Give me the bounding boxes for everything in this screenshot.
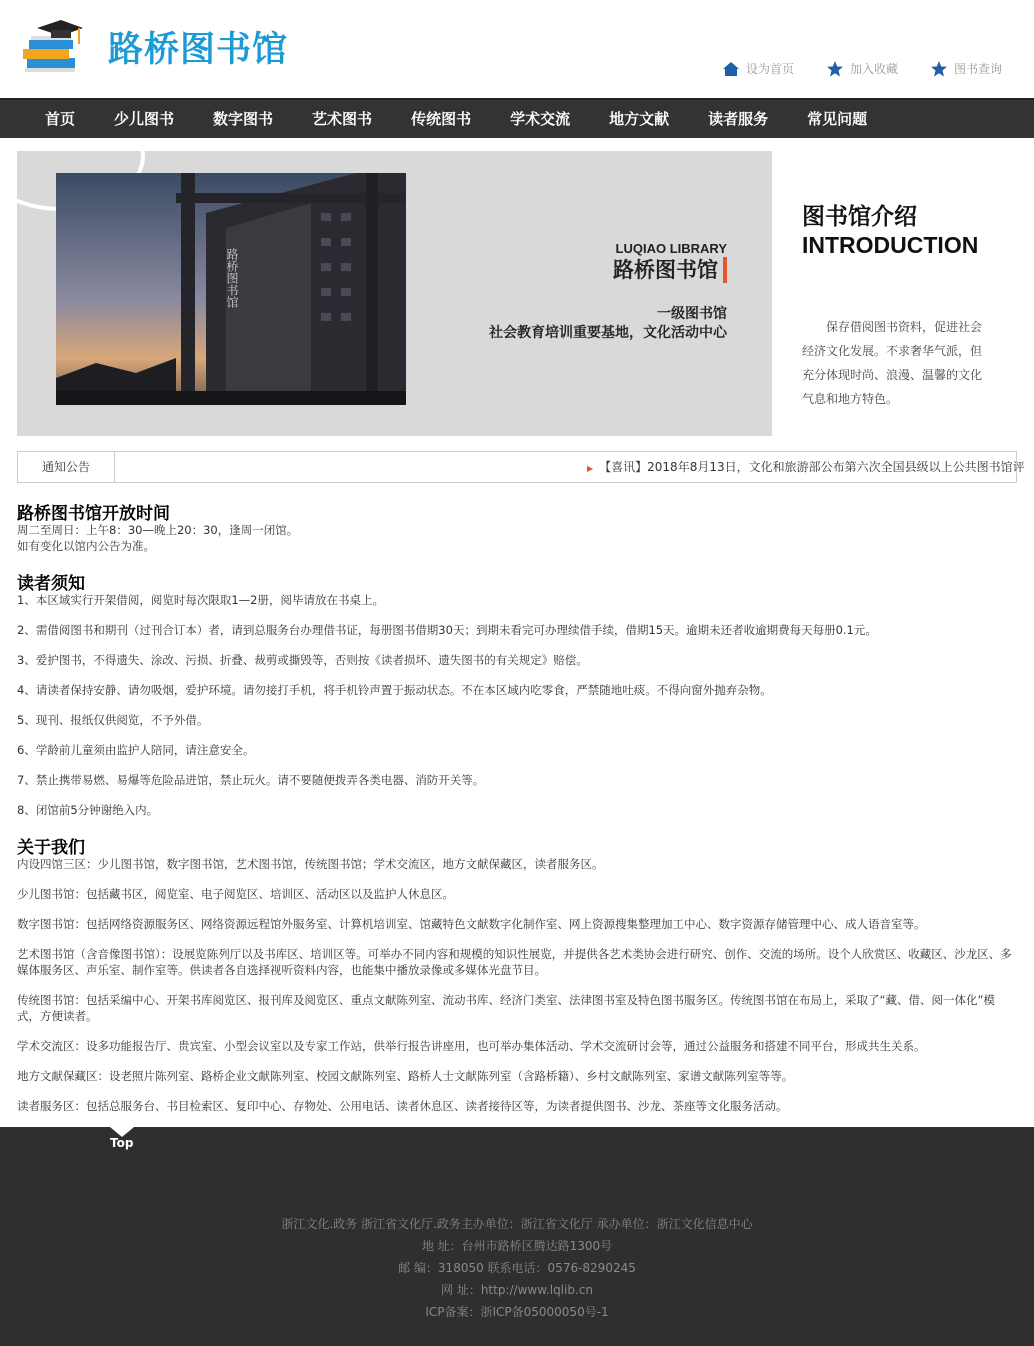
rules-title: 读者须知 (17, 574, 85, 594)
star-icon (826, 61, 844, 77)
intro-title: 图书馆介绍 (802, 204, 917, 230)
about-item: 传统图书馆：包括采编中心、开架书库阅览区、报刊库及阅览区、重点文献陈列室、流动书库、经济门类室、法律图书室及特色图书服务区。传统图书馆在布局上，采取了“藏、借、阅一体化”模式，方便读者。 (17, 993, 995, 1023)
library-building-photo (56, 173, 406, 405)
notice-label: 通知公告 (18, 452, 115, 482)
intro-text: 保存借阅图书资料，促进社会经济文化发展。不求奢华气派，但充分体现时尚、浪漫、温馨的文化气息和地方特色。 (802, 320, 983, 406)
footer-line: 网 址：http://www.lqlib.cn (441, 1283, 593, 1297)
main-nav (0, 98, 1034, 138)
book-search-link[interactable] (930, 60, 1002, 77)
site-footer (0, 1127, 1034, 1346)
banner-english-name: LUQIAO LIBRARY (615, 241, 727, 256)
footer-line: 邮 编：318050 联系电话：0576-8290245 (398, 1261, 636, 1275)
hours-line: 如有变化以馆内公告为准。 (17, 539, 155, 553)
about-item: 地方文献保藏区：设老照片陈列室、路桥企业文献陈列室、校园文献陈列室、路桥人士文献陈列室（含路桥籍）、乡村文献陈列室、家谱文献陈列室等等。 (17, 1069, 794, 1083)
about-item: 艺术图书馆（含音像图书馆）：设展览陈列厅以及书库区、培训区等。可举办不同内容和规模的知识性展览，并提供各艺术类协会进行研究、创作、交流的场所。设个人欣赏区、收藏区、沙龙区、多媒体服务区、声乐室、制作室等。供读者各自选择视听资料内容，也能集中播放录像或多媒体光盘节目。 (17, 947, 1012, 977)
about-item: 读者服务区：包括总服务台、书目检索区、复印中心、存物处、公用电话、读者休息区、读者接待区等，为读者提供图书、沙龙、茶座等文化服务活动。 (17, 1099, 788, 1113)
rule-item: 5、现刊、报纸仅供阅览，不予外借。 (17, 713, 209, 727)
hours-line: 周二至周日：上午8：30—晚上20：30，逢周一闭馆。 (17, 523, 299, 537)
book-search-label: 图书查询 (953, 62, 1002, 76)
rule-item: 7、禁止携带易燃、易爆等危险品进馆，禁止玩火。请不要随便拨弄各类电器、消防开关等。 (17, 773, 485, 787)
set-homepage-link[interactable] (722, 60, 794, 77)
site-header (0, 0, 1034, 98)
banner-slogan: 社会教育培训重要基地，文化活动中心 (489, 325, 727, 341)
rule-item: 6、学龄前儿童须由监护人陪同，请注意安全。 (17, 743, 255, 757)
add-favorite-link[interactable] (826, 60, 898, 77)
rule-item: 4、请读者保持安静、请勿吸烟，爱护环境。请勿接打手机，将手机铃声置于振动状态。不在本区域内吃零食，严禁随地吐痰。不得向窗外抛弃杂物。 (17, 683, 772, 697)
rule-item: 3、爱护图书，不得遗失、涂改、污损、折叠、裁剪或撕毁等，否则按《读者损坏、遗失图书的有关规定》赔偿。 (17, 653, 588, 667)
rule-item: 8、闭馆前5分钟谢绝入内。 (17, 803, 159, 817)
notice-message[interactable] (587, 452, 1025, 484)
about-item: 内设四馆三区：少儿图书馆，数字图书馆，艺术图书馆，传统图书馆；学术交流区，地方文献保藏区，读者服务区。 (17, 857, 604, 871)
hero-banner (17, 151, 772, 436)
arrow-right-icon: ▶ (587, 464, 594, 473)
footer-line: 浙江文化.政务 浙江省文化厅.政务主办单位：浙江省文化厅 承办单位：浙江文化信息中心 (281, 1217, 753, 1231)
nav-item-local-literature[interactable]: 地方文献 (609, 110, 670, 128)
nav-item-academic-exchange[interactable]: 学术交流 (510, 110, 571, 128)
notice-bar (17, 451, 1025, 483)
back-to-top-link[interactable]: Top (110, 1136, 134, 1150)
footer-line: ICP备案：浙ICP备05000050号-1 (425, 1305, 609, 1319)
notice-message-text: 【喜讯】2018年8月13日，文化和旅游部公布第六次全国县级以上公共图书馆评 (599, 460, 1025, 474)
banner-chinese-name: 路桥图书馆 (613, 257, 727, 283)
nav-item-home[interactable]: 首页 (45, 110, 76, 128)
nav-item-faq[interactable]: 常见问题 (807, 110, 868, 128)
building-sign-text: 路桥图书馆 (225, 248, 239, 308)
banner-level: 一级图书馆 (657, 306, 727, 322)
site-title: 路桥图书馆 (108, 30, 289, 70)
star-icon (930, 61, 948, 77)
set-homepage-label: 设为首页 (745, 62, 794, 76)
rule-item: 1、本区域实行开架借阅，阅览时每次限取1—2册，阅毕请放在书桌上。 (17, 593, 384, 607)
footer-line: 地 址：台州市路桥区腾达路1300号 (421, 1239, 613, 1253)
nav-item-art-books[interactable]: 艺术图书 (312, 110, 373, 128)
hours-title: 路桥图书馆开放时间 (17, 504, 170, 524)
about-item: 少儿图书馆：包括藏书区，阅览室、电子阅览区、培训区、活动区以及监护人休息区。 (17, 887, 454, 901)
home-icon (722, 61, 740, 77)
nav-item-digital-books[interactable]: 数字图书 (213, 110, 274, 128)
about-title: 关于我们 (17, 838, 85, 858)
rule-item: 2、需借阅图书和期刊（过刊合订本）者，请到总服务台办理借书证，每册图书借期30天；到期未看完可办理续借手续，借期15天。逾期未还者收逾期费每天每册0.1元。 (17, 623, 877, 637)
nav-item-reader-service[interactable]: 读者服务 (708, 110, 769, 128)
books-logo-icon[interactable] (17, 14, 91, 76)
about-item: 学术交流区：设多功能报告厅、贵宾室、小型会议室以及专家工作站，供举行报告讲座用，也可举办集体活动、学术交流研讨会等，通过公益服务和搭建不同平台，形成共生关系。 (17, 1039, 926, 1053)
about-item: 数字图书馆：包括网络资源服务区、网络资源远程馆外服务室、计算机培训室、馆藏特色文献数字化制作室、网上资源搜集整理加工中心、数字资源存储管理中心、成人语音室等。 (17, 917, 926, 931)
add-favorite-label: 加入收藏 (849, 62, 898, 76)
intro-subtitle: INTRODUCTION (802, 232, 979, 258)
nav-item-traditional-books[interactable]: 传统图书 (411, 110, 472, 128)
nav-item-children-books[interactable]: 少儿图书 (114, 110, 175, 128)
top-links (722, 60, 1002, 77)
